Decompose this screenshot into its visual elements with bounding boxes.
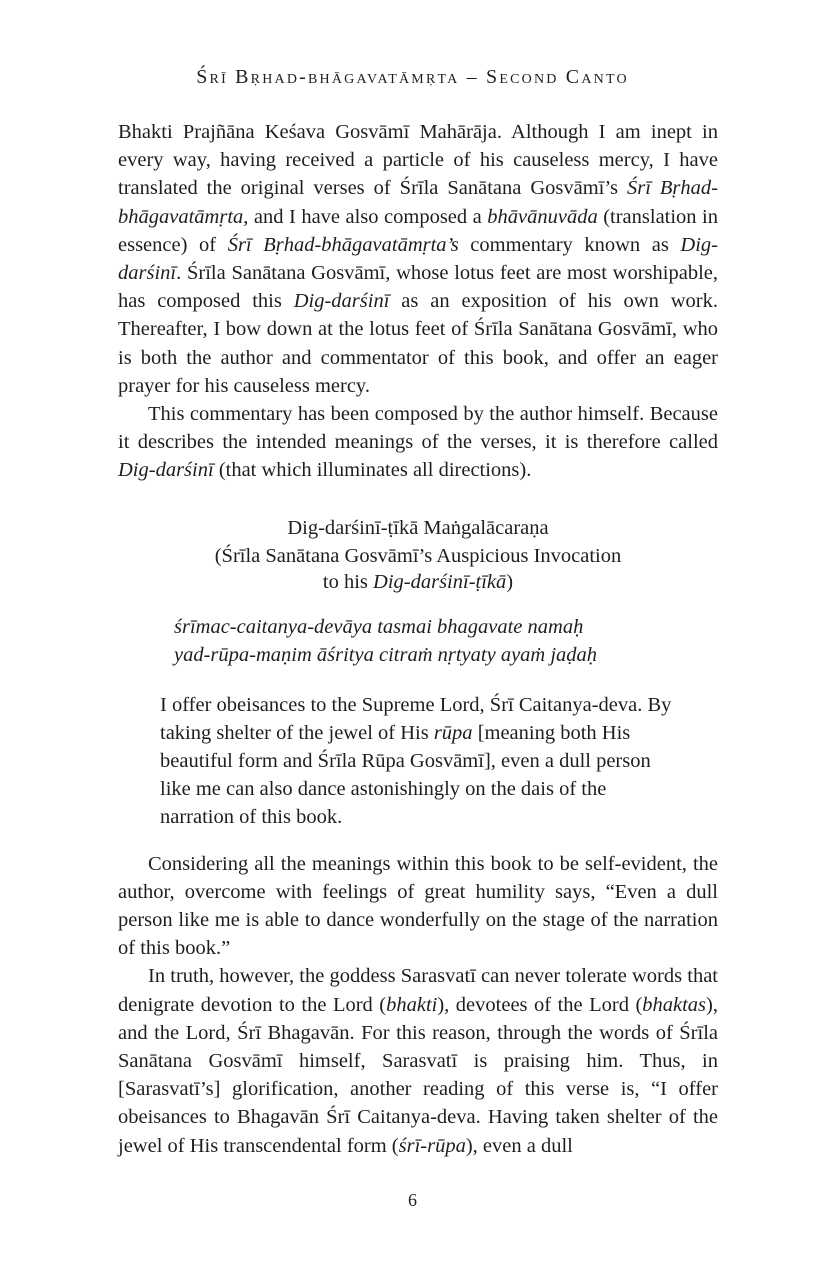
text-run: ), devotees of the Lord (	[437, 993, 643, 1016]
body-text	[118, 118, 718, 1160]
book-title: Śrī Bṛhad-bhāgavatāmṛta’s	[227, 233, 459, 256]
text-run: )	[506, 570, 514, 593]
text-run: commentary known as	[458, 233, 681, 256]
text-run: ), even a dull	[465, 1134, 573, 1157]
section-heading	[118, 513, 718, 595]
section-title: Dig-darśinī-ṭīkā Maṅgalācaraṇa	[287, 516, 549, 539]
sanskrit-term: bhakti	[386, 993, 438, 1016]
paragraph-3	[118, 850, 718, 963]
text-run: to his	[322, 570, 374, 593]
book-title: Dig-darśinī	[118, 233, 718, 285]
verse-translation	[160, 691, 676, 832]
paragraph-2	[118, 400, 718, 485]
text-run: ), and the Lord, Śrī Bhagavān. For this reason, through the words of Śrīla Sanātana Gosvāmī himself, Sarasvatī is praising him. Thus, in [Sarasvatī’s] glorification, another reading of this verse is, “I offer obeisances to Bhagavān Śrī Caitanya-deva. Having taken shelter of the jewel of His transcendental form (	[118, 993, 718, 1157]
book-title: Dig-darśinī-ṭīkā	[373, 570, 507, 593]
running-head	[0, 62, 825, 92]
text-run: . Śrīla Sanātana Gosvāmī, whose lotus feet are most worshipable, has composed this	[118, 262, 718, 313]
text-run: as an exposition of his own work. Thereafter, I bow down at the lotus feet of Śrīla Sanātana Gosvāmī, who is both the author and commentator of this book, and offer an eager prayer for his causeless mercy.	[118, 290, 718, 397]
sanskrit-term: bhāvānuvāda	[487, 205, 598, 228]
paragraph-1	[118, 118, 718, 400]
sanskrit-term: bhaktas	[642, 993, 707, 1016]
section-subtitle-line-2	[118, 569, 718, 595]
text-run: (translation in essence) of	[118, 205, 718, 256]
text-run: Bhakti Prajñāna Keśava Gosvāmī Mahārāja. Although I am inept in every way, having received a particle of his causeless mercy, I have translated the original verses of Śrīla Sanātana Gosvāmī’s	[118, 121, 718, 200]
running-head-text: Śrī Bṛhad-bhāgavatāmṛta – Second Canto	[196, 66, 629, 88]
text-run: [meaning both His beautiful form and Śrīla Rūpa Gosvāmī], even a dull person like me can also dance astonishingly on the dais of the narration of this book.	[160, 721, 651, 829]
sanskrit-term: rūpa	[433, 721, 473, 744]
verse-line-1: śrīmac-caitanya-devāya tasmai bhagavate namaḥ	[174, 615, 584, 638]
section-subtitle-line-1: (Śrīla Sanātana Gosvāmī’s Auspicious Invocation	[214, 544, 622, 567]
book-title: Śrī Bṛhad-bhāgavatāmṛta	[118, 177, 718, 228]
verse-line-2: yad-rūpa-maṇim āśritya citraṁ nṛtyaty ayaṁ jaḍaḥ	[174, 643, 598, 666]
text-run: , and I have also composed a	[243, 205, 488, 228]
text-run: (that which illuminates all directions).	[213, 459, 532, 482]
paragraph-4	[118, 962, 718, 1159]
page-number: 6	[408, 1190, 417, 1210]
text-run: In truth, however, the goddess Sarasvatī can never tolerate words that denigrate devotion to the Lord (	[118, 965, 718, 1016]
book-title: Dig-darśinī	[293, 290, 390, 313]
text-run: Considering all the meanings within this book to be self-evident, the author, overcome with feelings of great humility says, “Even a dull person like me is able to dance wonderfully on the stage of the narration of this book.”	[118, 852, 718, 960]
sanskrit-term: śrī-rūpa	[398, 1134, 466, 1157]
book-title: Dig-darśinī	[118, 459, 214, 482]
sanskrit-verse	[174, 613, 718, 669]
text-run: I offer obeisances to the Supreme Lord, Śrī Caitanya-deva. By taking shelter of the jewel of His	[160, 693, 672, 744]
text-run: This commentary has been composed by the author himself. Because it describes the intended meanings of the verses, it is therefore called	[118, 403, 718, 454]
